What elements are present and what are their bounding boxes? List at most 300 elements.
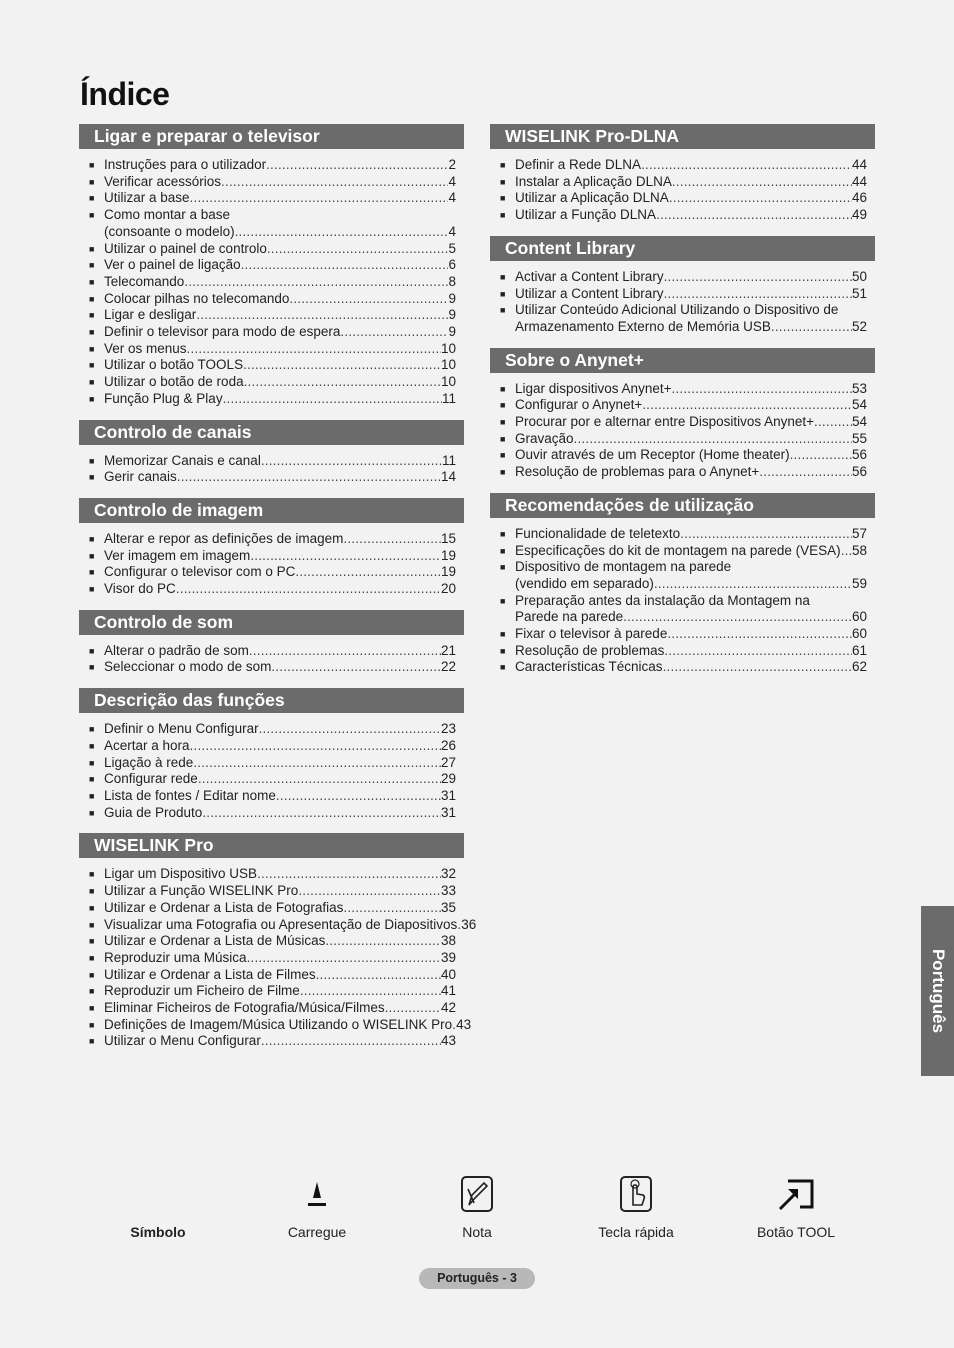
toc-right-column	[490, 124, 875, 688]
toc-item-label: Utilizar o Menu Configurar	[104, 1033, 261, 1049]
symbol-legend	[0, 1170, 954, 1250]
toc-item[interactable]	[500, 431, 867, 448]
dot-leader	[385, 1000, 441, 1017]
dot-leader	[193, 755, 441, 772]
section-heading: Ligar e preparar o televisor	[79, 124, 464, 149]
section-heading: Descrição das funções	[79, 688, 464, 713]
section-heading: Content Library	[490, 236, 875, 261]
toc-item-label: Ligar dispositivos Anynet+	[515, 380, 672, 396]
toc-page-number: 54	[851, 397, 867, 413]
toc-item-label: Alterar o padrão de som	[104, 642, 249, 658]
bullet-square-icon: ■	[89, 567, 95, 578]
toc-item[interactable]	[500, 447, 867, 464]
toc-item-label: Configurar o televisor com o PC	[104, 564, 296, 580]
toc-item-label: Memorizar Canais e canal	[104, 452, 261, 468]
bullet-square-icon: ■	[89, 986, 95, 997]
toc-item-label: Função Plug & Play	[104, 390, 223, 406]
toc-page-number: 44	[851, 173, 867, 189]
toc-item-label: Guia de Produto	[104, 804, 203, 820]
section-heading: Recomendações de utilização	[490, 493, 875, 518]
toc-page-number: 20	[440, 581, 456, 597]
dot-leader	[790, 447, 852, 464]
toc-item-label: Definir a Rede DLNA	[515, 157, 642, 172]
dot-leader	[642, 397, 852, 414]
toc-item-label: Ver imagem em imagem	[104, 547, 251, 563]
dot-leader	[343, 900, 441, 917]
dot-leader	[202, 805, 441, 822]
toc-item-label: Utilizar a Aplicação DLNA	[515, 190, 669, 206]
section-heading: Controlo de som	[79, 610, 464, 635]
toc-item-list	[79, 453, 464, 486]
toc-item[interactable]	[89, 1033, 456, 1050]
dot-leader	[289, 291, 448, 308]
dot-leader	[187, 341, 441, 358]
toc-page-number: 62	[851, 659, 867, 675]
toc-item-list	[79, 531, 464, 598]
toc-item[interactable]	[89, 291, 456, 308]
toc-section	[79, 498, 464, 598]
toc-item[interactable]	[500, 381, 867, 398]
toc-item[interactable]	[89, 659, 456, 676]
bullet-square-icon: ■	[89, 327, 95, 338]
toc-item[interactable]	[500, 659, 867, 676]
bullet-square-icon: ■	[89, 790, 95, 801]
toc-item-label: Lista de fontes / Editar nome	[104, 787, 276, 803]
bullet-square-icon: ■	[500, 595, 506, 606]
toc-item-label: Alterar e repor as definições de imagem	[104, 530, 344, 546]
toc-section	[490, 348, 875, 481]
toc-page-number: 19	[440, 564, 456, 580]
toc-item[interactable]	[500, 593, 867, 626]
toc-section	[79, 420, 464, 486]
toc-page-number: 56	[851, 447, 867, 463]
toc-item[interactable]	[89, 324, 456, 341]
toc-page-number: 35	[440, 899, 456, 915]
toc-item-label: Definir o Menu Configurar	[104, 721, 259, 737]
toc-item[interactable]	[89, 391, 456, 408]
toc-item[interactable]	[500, 190, 867, 207]
toc-page-number: 19	[440, 547, 456, 563]
toc-item[interactable]	[89, 643, 456, 660]
toc-item-label: Dispositivo de montagem na parede	[515, 559, 732, 575]
toc-item[interactable]	[89, 307, 456, 324]
toc-item[interactable]	[500, 269, 867, 286]
toc-item-label: (consoante o modelo)	[104, 223, 235, 239]
dot-leader	[663, 659, 852, 676]
toc-page-number: 60	[851, 609, 867, 625]
toc-item[interactable]	[89, 241, 456, 258]
symbol-nota: Nota	[407, 1170, 547, 1240]
toc-item-label: Fixar o televisor à parede	[515, 626, 668, 642]
toc-item-label: Ouvir através de um Receptor (Home theater)	[515, 447, 790, 463]
bullet-square-icon: ■	[89, 455, 95, 466]
toc-page-number: 53	[851, 380, 867, 396]
toc-item-label: Como montar a base	[104, 207, 231, 223]
toc-page-number: 56	[851, 464, 867, 480]
dot-leader	[176, 581, 441, 598]
bullet-square-icon: ■	[500, 528, 506, 539]
dot-leader	[190, 738, 441, 755]
dot-leader	[250, 548, 441, 565]
bullet-square-icon: ■	[89, 1019, 95, 1030]
bullet-square-icon: ■	[500, 450, 506, 461]
bullet-square-icon: ■	[500, 645, 506, 656]
toc-item[interactable]	[89, 771, 456, 788]
toc-page-number: 11	[441, 452, 456, 468]
toc-item[interactable]	[89, 933, 456, 950]
toc-section	[79, 610, 464, 676]
bullet-square-icon: ■	[89, 969, 95, 980]
toc-item-label: Resolução de problemas para o Anynet+	[515, 464, 760, 480]
toc-item-label: Ligação à rede	[104, 754, 194, 770]
symbol-carregue: Carregue	[247, 1170, 387, 1240]
toc-page-number: 10	[440, 340, 456, 356]
dot-leader	[340, 324, 448, 341]
toc-item[interactable]	[500, 414, 867, 431]
bullet-square-icon: ■	[89, 293, 95, 304]
bullet-square-icon: ■	[89, 952, 95, 963]
bullet-square-icon: ■	[500, 305, 506, 316]
toc-item[interactable]	[89, 357, 456, 374]
toc-item[interactable]	[500, 174, 867, 191]
toc-item-label: Instalar a Aplicação DLNA	[515, 173, 672, 189]
toc-item[interactable]	[500, 302, 867, 335]
toc-page-number: 31	[440, 804, 456, 820]
dot-leader	[198, 771, 441, 788]
toc-item[interactable]	[89, 548, 456, 565]
toc-page-number: 55	[851, 430, 867, 446]
bullet-square-icon: ■	[89, 210, 95, 221]
toc-item-label: Visor do PC	[104, 581, 176, 597]
toc-item[interactable]	[89, 453, 456, 470]
dot-leader	[295, 564, 441, 581]
dot-leader	[664, 643, 852, 660]
dot-leader	[267, 241, 449, 258]
toc-item[interactable]	[89, 755, 456, 772]
toc-item[interactable]	[89, 1016, 472, 1034]
toc-item[interactable]	[89, 967, 456, 984]
page-number-badge: Português - 3	[419, 1268, 535, 1289]
toc-page-number: 22	[440, 659, 456, 675]
tool-arrow-icon	[726, 1170, 866, 1218]
toc-item-label: Definições de Imagem/Música Utilizando o WISELINK Pro	[104, 1016, 453, 1032]
bullet-square-icon: ■	[500, 467, 506, 478]
toc-item[interactable]	[89, 900, 456, 917]
dot-leader	[669, 190, 852, 207]
toc-page-number: 15	[440, 530, 456, 546]
toc-item-label: Definir o televisor para modo de espera	[104, 324, 341, 340]
dot-leader	[261, 1033, 441, 1050]
section-heading: WISELINK Pro-DLNA	[490, 124, 875, 149]
dot-leader	[671, 381, 851, 398]
toc-item-label: Utilizar a base	[104, 190, 190, 206]
toc-item-label: Armazenamento Externo de Memória USB	[515, 318, 771, 334]
toc-item[interactable]	[89, 531, 456, 548]
press-arrow-icon	[247, 1170, 387, 1218]
toc-page-number: 11	[441, 390, 456, 406]
toc-page-number: 41	[440, 983, 456, 999]
toc-item-list	[79, 157, 464, 408]
toc-section	[490, 236, 875, 336]
toc-item-label: Procurar por e alternar entre Dispositivos Anynet+	[515, 414, 815, 430]
toc-item-label: Características Técnicas	[515, 659, 663, 675]
toc-item[interactable]	[89, 564, 456, 581]
toc-item[interactable]	[500, 559, 867, 592]
toc-item[interactable]	[500, 397, 867, 414]
toc-item[interactable]	[89, 983, 456, 1000]
toc-page-number: 10	[440, 357, 456, 373]
bullet-square-icon: ■	[89, 757, 95, 768]
dot-leader	[266, 157, 448, 174]
dot-leader	[298, 883, 441, 900]
dot-leader	[316, 967, 441, 984]
bullet-square-icon: ■	[500, 562, 506, 573]
toc-item-label: Reproduzir uma Música	[104, 949, 247, 965]
bullet-square-icon: ■	[89, 1003, 95, 1014]
toc-item[interactable]	[89, 207, 456, 240]
bullet-square-icon: ■	[89, 869, 95, 880]
toc-item[interactable]	[89, 469, 456, 486]
dot-leader	[261, 453, 442, 470]
toc-page-number: 39	[440, 949, 456, 965]
symbol-heading: Símbolo	[130, 1224, 186, 1240]
toc-item-label: Utilizar Conteúdo Adicional Utilizando o Dispositivo de	[515, 302, 839, 318]
toc-page-number: 51	[851, 285, 867, 301]
bullet-square-icon: ■	[500, 288, 506, 299]
toc-item-label: Utilizar a Content Library	[515, 285, 664, 301]
toc-page-number: 4	[448, 223, 456, 239]
dot-leader	[244, 374, 441, 391]
toc-item[interactable]	[89, 190, 456, 207]
bullet-square-icon: ■	[89, 919, 95, 930]
dot-leader	[190, 190, 449, 207]
toc-item-label: Resolução de problemas	[515, 642, 665, 658]
toc-page-number: 6	[448, 257, 456, 273]
page-title: Índice	[80, 76, 170, 112]
toc-item[interactable]	[89, 950, 456, 967]
toc-item[interactable]	[89, 174, 456, 191]
dot-leader	[623, 609, 852, 626]
toc-page-number: 58	[851, 542, 867, 558]
note-icon	[407, 1170, 547, 1218]
dot-leader	[243, 357, 441, 374]
toc-page-number: 54	[851, 414, 867, 430]
toc-section	[490, 493, 875, 676]
section-heading: Controlo de canais	[79, 420, 464, 445]
dot-leader	[656, 207, 852, 224]
toc-item-label: Parede na parede	[515, 609, 624, 625]
toc-item[interactable]	[89, 374, 456, 391]
toc-item-label: Utilizar o botão de roda	[104, 374, 244, 390]
dot-leader	[759, 464, 852, 481]
dot-leader	[574, 431, 852, 448]
toc-item[interactable]	[89, 157, 456, 174]
toc-page-number: 43	[456, 1016, 472, 1032]
bullet-square-icon: ■	[89, 1036, 95, 1047]
section-heading: WISELINK Pro	[79, 833, 464, 858]
bullet-square-icon: ■	[500, 662, 506, 673]
toc-page-number: 42	[440, 1000, 456, 1016]
bullet-square-icon: ■	[89, 645, 95, 656]
toc-page-number: 27	[440, 754, 456, 770]
bullet-square-icon: ■	[89, 360, 95, 371]
bullet-square-icon: ■	[89, 243, 95, 254]
toc-item[interactable]	[500, 157, 867, 174]
toc-item[interactable]	[89, 257, 456, 274]
toc-item-list	[79, 721, 464, 821]
toc-page-number: 44	[851, 157, 867, 172]
section-heading: Controlo de imagem	[79, 498, 464, 523]
dot-leader	[664, 286, 852, 303]
toc-page-number: 31	[440, 787, 456, 803]
toc-page-number: 52	[851, 318, 867, 334]
dot-leader	[654, 576, 852, 593]
toc-item[interactable]	[500, 626, 867, 643]
bullet-square-icon: ■	[89, 276, 95, 287]
dot-leader	[667, 626, 852, 643]
toc-item-label: Utilizar e Ordenar a Lista de Filmes	[104, 966, 316, 982]
toc-item-label: Utilizar e Ordenar a Lista de Fotografias	[104, 899, 344, 915]
toc-item[interactable]	[89, 274, 456, 291]
toc-page-number: 40	[440, 966, 456, 982]
toc-item-label: Configurar rede	[104, 771, 198, 787]
toc-item-list	[490, 269, 875, 336]
toc-item-label: Gerir canais	[104, 469, 177, 485]
dot-leader	[641, 157, 852, 174]
bullet-square-icon: ■	[89, 193, 95, 204]
dot-leader	[177, 469, 441, 486]
dot-leader	[771, 319, 852, 336]
bullet-square-icon: ■	[89, 662, 95, 673]
bullet-square-icon: ■	[89, 472, 95, 483]
toc-item[interactable]	[89, 581, 456, 598]
toc-item[interactable]	[89, 1000, 456, 1017]
toc-page-number: 49	[851, 207, 867, 223]
toc-item[interactable]	[89, 341, 456, 358]
bullet-square-icon: ■	[500, 210, 506, 221]
toc-item-label: Acertar a hora	[104, 737, 190, 753]
toc-item[interactable]	[500, 207, 867, 224]
symbol-botao-tool: Botão TOOL	[726, 1170, 866, 1240]
bullet-square-icon: ■	[500, 417, 506, 428]
toc-item[interactable]	[89, 738, 456, 755]
toc-item[interactable]	[89, 788, 456, 805]
dot-leader	[184, 274, 448, 291]
bullet-square-icon: ■	[89, 584, 95, 595]
language-tab-label: Português	[928, 948, 948, 1034]
toc-page-number: 60	[851, 626, 867, 642]
toc-page-number: 9	[448, 290, 456, 306]
dot-leader	[241, 257, 449, 274]
toc-item[interactable]	[89, 721, 456, 738]
bullet-square-icon: ■	[89, 343, 95, 354]
bullet-square-icon: ■	[500, 160, 506, 170]
toc-item[interactable]	[89, 866, 456, 883]
toc-item[interactable]	[500, 526, 867, 543]
toc-item-label: Visualizar uma Fotografia ou Apresentação de Diapositivos	[104, 916, 458, 932]
bullet-square-icon: ■	[500, 193, 506, 204]
toc-item-label: Preparação antes da instalação da Montagem na	[515, 592, 810, 608]
toc-item-label: Ligar um Dispositivo USB	[104, 866, 258, 882]
toc-item[interactable]	[500, 543, 867, 560]
toc-page-number: 14	[440, 469, 456, 485]
toc-item-list	[490, 526, 875, 676]
bullet-square-icon: ■	[89, 176, 95, 187]
dot-leader	[223, 391, 442, 408]
toc-item-list	[79, 866, 477, 1050]
bullet-square-icon: ■	[500, 383, 506, 394]
bullet-square-icon: ■	[89, 377, 95, 388]
toc-item[interactable]	[500, 643, 867, 660]
dot-leader	[300, 983, 441, 1000]
dot-leader	[276, 788, 441, 805]
toc-item-label: Colocar pilhas no telecomando	[104, 290, 290, 306]
toc-page-number: 32	[440, 866, 456, 882]
bullet-square-icon: ■	[89, 550, 95, 561]
bullet-square-icon: ■	[89, 310, 95, 321]
toc-item-label: Seleccionar o modo de som	[104, 659, 272, 675]
toc-item-label: Funcionalidade de teletexto	[515, 525, 681, 541]
dot-leader	[235, 224, 449, 241]
section-heading: Sobre o Anynet+	[490, 348, 875, 373]
dot-leader	[664, 269, 852, 286]
toc-item-label: Activar a Content Library	[515, 268, 664, 284]
dot-leader	[221, 174, 448, 191]
toc-item[interactable]	[89, 916, 477, 934]
bullet-square-icon: ■	[89, 393, 95, 404]
toc-item[interactable]	[89, 883, 456, 900]
hand-press-icon	[566, 1170, 706, 1218]
toc-page-number: 23	[440, 721, 456, 737]
toc-page-number: 33	[440, 883, 456, 899]
toc-page-number: 26	[440, 737, 456, 753]
bullet-square-icon: ■	[89, 936, 95, 947]
toc-section	[79, 833, 477, 1050]
toc-item-label: Utilizar o botão TOOLS	[104, 357, 244, 373]
dot-leader	[672, 174, 852, 191]
toc-page-number: 59	[851, 575, 867, 591]
bullet-square-icon: ■	[500, 271, 506, 282]
bullet-square-icon: ■	[89, 774, 95, 785]
toc-page-number: 57	[851, 525, 867, 541]
toc-item[interactable]	[89, 805, 456, 822]
toc-page-number: 9	[448, 324, 456, 340]
bullet-square-icon: ■	[500, 629, 506, 640]
bullet-square-icon: ■	[89, 160, 95, 170]
dot-leader	[249, 643, 441, 660]
toc-item-label: Reproduzir um Ficheiro de Filme	[104, 983, 300, 999]
toc-item[interactable]	[500, 464, 867, 481]
toc-page-number: 8	[448, 273, 456, 289]
bullet-square-icon: ■	[89, 724, 95, 735]
toc-item[interactable]	[500, 286, 867, 303]
toc-item-label: Utilizar a Função WISELINK Pro	[104, 883, 299, 899]
toc-item-list	[79, 643, 464, 676]
toc-item-label: Ligar e desligar	[104, 307, 197, 323]
toc-page-number: 9	[448, 307, 456, 323]
dot-leader	[259, 721, 441, 738]
toc-item-label: Configurar o Anynet+	[515, 397, 643, 413]
toc-left-column	[79, 124, 477, 1062]
bullet-square-icon: ■	[89, 740, 95, 751]
toc-page-number: 43	[440, 1033, 456, 1049]
toc-page-number: 36	[461, 916, 477, 932]
toc-item-label: (vendido em separado)	[515, 575, 654, 591]
toc-page-number: 38	[440, 933, 456, 949]
bullet-square-icon: ■	[89, 902, 95, 913]
symbol-tecla-rapida: Tecla rápida	[566, 1170, 706, 1240]
toc-page-number: 21	[440, 642, 456, 658]
